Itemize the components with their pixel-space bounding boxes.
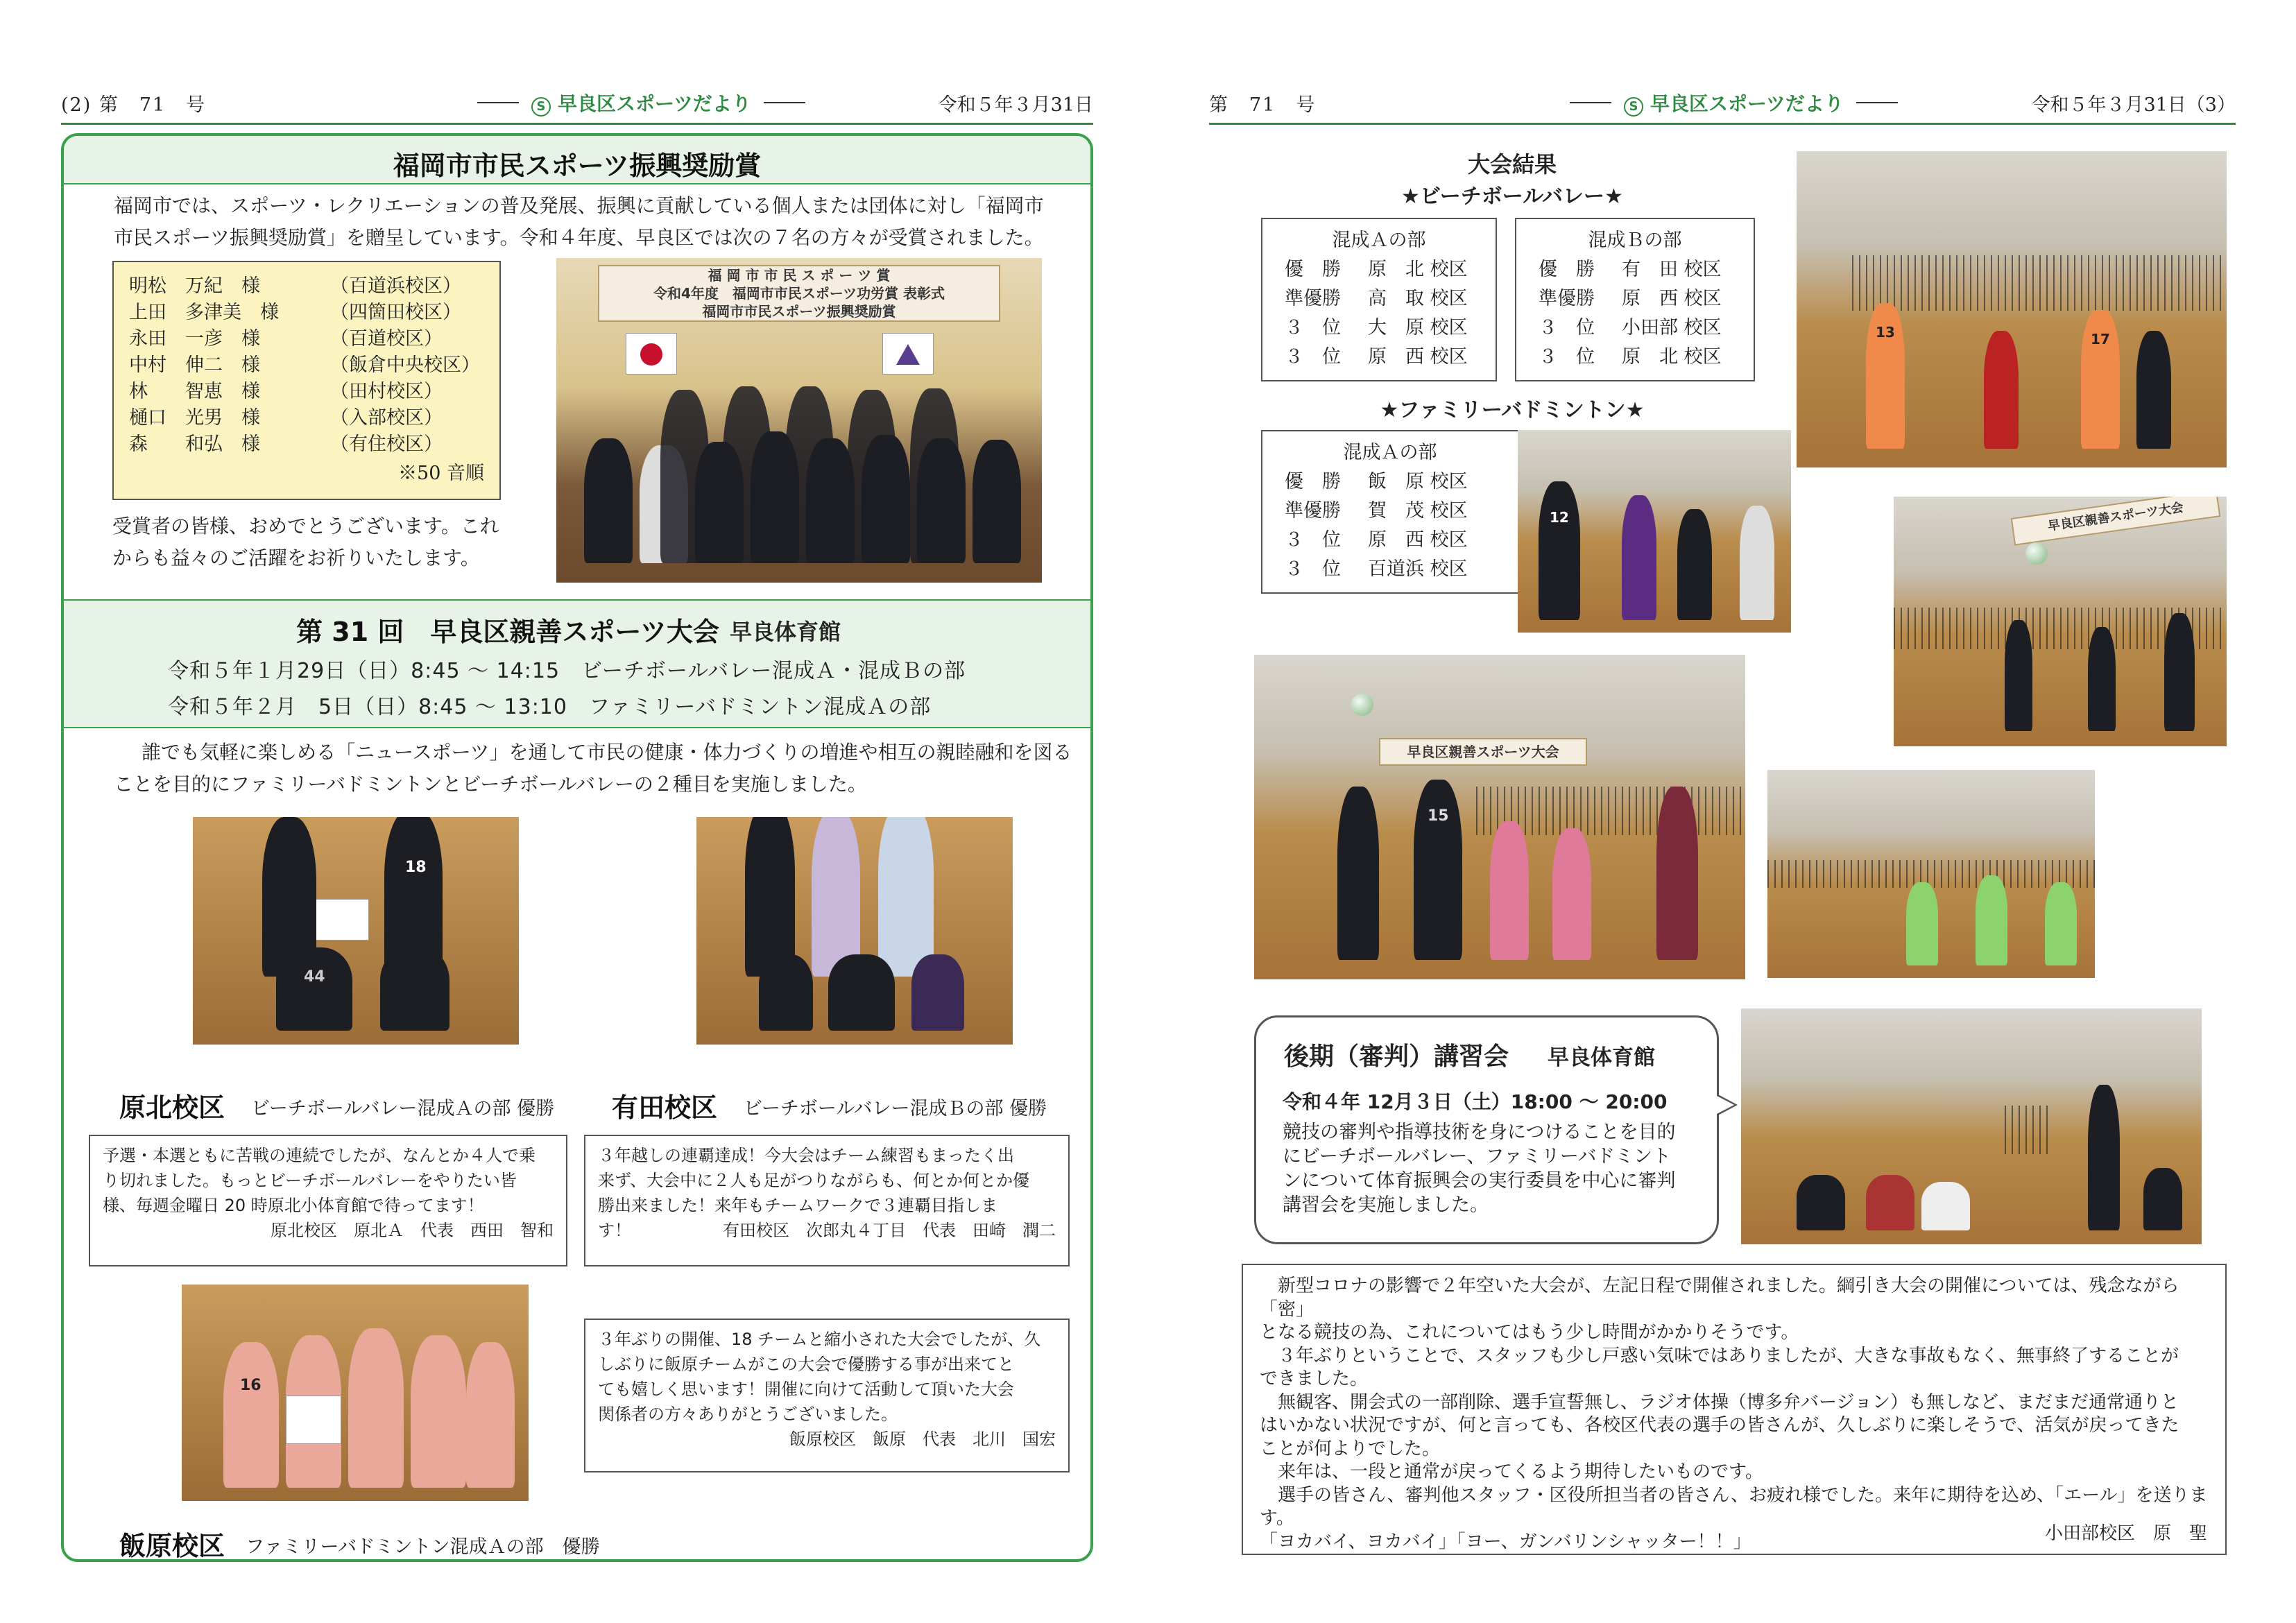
title-dash [477, 102, 519, 103]
person-figure [660, 390, 709, 563]
person-figure [759, 954, 813, 1031]
result-row: ３ 位 百道浜 校区 [1285, 558, 1468, 580]
player-figure: 15 [1414, 780, 1462, 960]
person-figure [848, 390, 896, 563]
beach-a-results [1261, 218, 1497, 381]
winners-list [112, 261, 501, 500]
result-row: 準優勝 高 取 校区 [1285, 288, 1468, 309]
award-title-band [64, 136, 1090, 184]
volleyball-net [1852, 255, 2227, 311]
person-figure [878, 817, 934, 977]
badminton-photo-1 [1518, 430, 1791, 633]
ball-icon [2025, 542, 2048, 565]
player-figure [1906, 882, 1938, 965]
award-ceremony-photo [556, 258, 1042, 583]
person-figure [1921, 1182, 1970, 1230]
person-figure [2088, 1085, 2120, 1230]
person-figure [1797, 1175, 1845, 1230]
school-name-arita: 有田校区 [612, 1092, 718, 1123]
player-figure [1984, 331, 2019, 449]
player-figure [1337, 787, 1379, 960]
person-figure [911, 954, 964, 1031]
volleyball-net [2005, 1106, 2053, 1154]
header-rule [61, 123, 1093, 125]
person-figure [584, 438, 633, 563]
person-figure: 44 [276, 947, 352, 1031]
lecture-title: 後期（審判）講習会 [1284, 1042, 1509, 1071]
title-dash [1570, 102, 1611, 103]
logo-icon: S [531, 97, 551, 117]
winner-row: 森 和弘 様 （有住校区） [129, 433, 443, 455]
badminton-net [1767, 860, 2095, 888]
result-row: ３ 位 原 西 校区 [1285, 529, 1468, 551]
award-title: 福岡市市民スポーツ振興奨励賞 [393, 151, 762, 181]
paper-title [1570, 89, 1898, 117]
japan-flag [626, 333, 677, 375]
person-figure [723, 386, 771, 563]
school-result: ビーチボールバレー混成Ｂの部 優勝 [744, 1098, 1047, 1119]
award-intro [114, 190, 1071, 254]
person-figure [2143, 1168, 2182, 1230]
player-figure [1622, 495, 1656, 620]
division-caption: 混成Ａの部 [1343, 442, 1437, 463]
issue-date: 令和５年３月31日（3） [2031, 94, 2236, 116]
bubble-tail [1717, 1096, 1734, 1114]
player-figure: 17 [2081, 310, 2120, 449]
lecture-venue: 早良体育館 [1548, 1045, 1655, 1070]
person-figure: 18 [384, 817, 443, 977]
player-figure [1677, 509, 1712, 620]
player-figure [2088, 627, 2116, 731]
beach-volley-photo-3 [1254, 655, 1745, 979]
result-row: 優 勝 有 田 校区 [1539, 259, 1722, 280]
tournament-date: 令和５年１月29日（日）8:45 ～ 14:15 ビーチボールバレー混成Ａ・混成Ｂの部 [168, 659, 966, 683]
comment-signature: 原北校区 原北Ａ 代表 西田 智和 [271, 1221, 554, 1240]
school-result: ファミリーバドミントン混成Ａの部 優勝 [246, 1536, 600, 1558]
lecture-body: 競技の審判や指導技術を身につけることを目的 にビーチボールバレー、ファミリーバドミント ンについて体育振興会の実行委員を中心に審判 講習会を実施しました。 [1283, 1122, 1676, 1216]
tournament-banner: 早良区親善スポーツ大会 [1379, 738, 1587, 766]
badminton-photo-2 [1767, 770, 2095, 978]
person-figure [348, 1328, 404, 1488]
winner-row: 林 智恵 様 （田村校区） [129, 380, 443, 402]
tournament-banner: 早良区親善スポーツ大会 [2011, 497, 2221, 546]
header-rule [1209, 123, 2236, 125]
comment-signature: 有田校区 次郎丸４丁目 代表 田崎 潤二 [723, 1221, 1056, 1240]
player-figure [2005, 620, 2032, 731]
beach-b-results [1515, 218, 1755, 381]
badminton-title: ★ファミリーバドミントン★ [1380, 398, 1645, 422]
arita-comment: ３年越しの連覇達成！今大会はチーム練習もまったく出 来ず、大会中に２人も足がつりながらも、何とか何とか優 勝出来ました！来年もチームワークで３連覇目指しま す！ 有田校区 次郎丸４丁目 代表 田崎 潤二 [584, 1135, 1070, 1266]
arita-team-photo [696, 817, 1013, 1045]
person-figure: 16 [223, 1342, 279, 1488]
winner-row: 樋口 光男 様 （入部校区） [129, 406, 443, 429]
tournament-date: 令和５年２月 5日（日）8:45 ～ 13:10 ファミリーバドミントン混成Ａの部 [168, 695, 932, 719]
winners-note: ※50 音順 [398, 463, 484, 484]
person-figure [466, 1342, 515, 1488]
player-figure [2164, 613, 2195, 731]
iihara-team-photo [182, 1285, 529, 1501]
ball-icon [1351, 694, 1373, 716]
referee-lecture [1254, 1015, 1719, 1244]
winner-row: 明松 万紀 様 （百道浜校区） [129, 275, 461, 297]
issue-number: 第 71 号 [1209, 94, 1317, 116]
player-figure [2045, 882, 2077, 965]
award-intro-line: 福岡市では、スポーツ・レクリエーションの普及発展、振興に貢献している個人または団体に対し「福岡市 [114, 194, 1044, 217]
person-figure [828, 954, 895, 1031]
result-row: 準優勝 原 西 校区 [1539, 288, 1722, 309]
player-figure: 13 [1866, 303, 1905, 449]
page-header [61, 83, 1093, 119]
title-dash [1856, 102, 1898, 103]
comment-signature: 飯原校区 飯原 代表 北川 国宏 [789, 1429, 1056, 1449]
tournament-band [64, 599, 1090, 728]
tournament-intro: 誰でも気軽に楽しめる「ニュースポーツ」を通して市民の健康・体力づくりの増進や相互の親睦融和を図る ことを目的にファミリーバドミントンとビーチボールバレーの２種目を実施しました。 [114, 741, 1072, 796]
issue-date: 令和５年３月31日 [938, 94, 1093, 116]
result-row: 準優勝 賀 茂 校区 [1285, 500, 1468, 522]
award-frame [61, 133, 1093, 1562]
congrats-text: 受賞者の皆様、おめでとうございます。これ からも益々のご活躍をお祈りいたします。 [112, 515, 499, 569]
result-row: 優 勝 原 北 校区 [1285, 259, 1468, 280]
result-row: ３ 位 原 西 校区 [1285, 346, 1468, 368]
award-intro-line: 市民スポーツ振興奨励賞」を贈呈しています。令和４年度、早良区では次の７名の方々が受賞されました。 [114, 226, 1044, 249]
page-header [1209, 83, 2236, 119]
lecture-photo [1741, 1008, 2202, 1244]
ceremony-banner: 福 岡 市 市 民 ス ポ ー ツ 賞 令和4年度 福岡市市民スポーツ功労賞 表彰式 福岡市市民スポーツ振興奨励賞 [598, 265, 1000, 322]
title-dash [764, 102, 805, 103]
beach-volley-photo-1 [1797, 151, 2227, 467]
player-figure [1976, 875, 2007, 965]
person-figure [785, 386, 834, 563]
person-figure [411, 1335, 466, 1488]
paper-name: 早良区スポーツだより [1650, 92, 1844, 115]
player-figure [1740, 506, 1774, 620]
issue-number: (2) 第 71 号 [61, 94, 207, 116]
winner-row: 永田 一彦 様 （百道校区） [129, 327, 443, 350]
result-row: 優 勝 飯 原 校区 [1285, 471, 1468, 492]
beach-volley-photo-2 [1894, 497, 2227, 746]
division-caption: 混成Ａの部 [1332, 230, 1426, 251]
essay-signature: 小田部校区 原 聖 [2044, 1522, 2207, 1544]
harakita-comment: 予選・本選ともに苦戦の連続でしたが、なんとか４人で乗 り切れました。もっとビーチボールバレーをやりたい皆 様、毎週金曜日 20 時原北小体育館で待ってます！ 原北校区 原北Ａ 代表 西田 智和 [89, 1135, 567, 1266]
player-figure [1656, 787, 1698, 960]
school-name-harakita: 原北校区 [119, 1092, 225, 1123]
person-figure [1866, 1175, 1914, 1230]
person-figure [812, 817, 860, 977]
person-figure [380, 947, 449, 1031]
division-caption: 混成Ｂの部 [1588, 230, 1682, 251]
player-figure: 12 [1539, 481, 1580, 620]
result-row: ３ 位 大 原 校区 [1285, 317, 1468, 338]
winner-row: 中村 伸二 様 （飯倉中央校区） [129, 354, 480, 376]
result-row: ３ 位 小田部 校区 [1539, 317, 1722, 338]
tournament-venue: 早良体育館 [730, 619, 841, 645]
certificate [308, 899, 369, 941]
beach-volley-title: ★ビーチボールバレー★ [1401, 184, 1623, 209]
closing-essay: 新型コロナの影響で２年空いた大会が、左記日程で開催されました。綱引き大会の開催については、残念ながら「密」 となる競技の為、これについてはもう少し時間がかかりそうです。 ３年ぶりということで、スタッフも少し戸惑い気味ではありましたが、大きな事故もなく、無事終了することが できました。 無観客、開会式の一部削除、選手宣誓無し、ラジオ体操（博多弁バージョン）も無しなど、まだまだ通常通りと はいかない状況ですが、何と言っても、各校区代表の選手の皆さんが、久しぶりに楽しそうで、活気が戻ってきた ことが何よりでした。 来年は、一段と通常が戻ってくるよう期待したいものです。 選手の皆さん、審判他スタッフ・区役所担当者の皆さん、お疲れ様でした。来年に期待を込め、「エール」を送ります。 「ヨカバイ、ヨカバイ」「ヨー、ガンバリンシャッター！！」 小田部校区 原 聖 [1242, 1264, 2227, 1555]
harakita-team-photo [193, 817, 519, 1045]
person-figure [910, 388, 959, 563]
player-figure [1490, 821, 1529, 960]
school-result: ビーチボールバレー混成Ａの部 優勝 [251, 1098, 555, 1119]
lecture-date: 令和４年 12月３日（土）18:00 ～ 20:00 [1283, 1090, 1668, 1113]
logo-icon: S [1624, 97, 1643, 117]
player-figure [2136, 331, 2171, 449]
tournament-title: 第 31 回 早良区親善スポーツ大会 [296, 617, 719, 647]
certificate [286, 1396, 341, 1444]
school-name-iihara: 飯原校区 [119, 1531, 225, 1561]
badminton-a-results [1261, 430, 1519, 594]
person-figure [745, 817, 795, 977]
person-figure [973, 440, 1021, 563]
result-row: ３ 位 原 北 校区 [1539, 346, 1722, 368]
player-figure [1552, 828, 1591, 960]
winner-row: 上田 多津美 様 （四箇田校区） [129, 301, 461, 323]
paper-name: 早良区スポーツだより [558, 92, 751, 115]
paper-title [477, 89, 805, 117]
iihara-comment: ３年ぶりの開催、18 チームと縮小された大会でしたが、久 しぶりに飯原チームがこの大会で優勝する事が出来てと ても嬉しく思います！開催に向けて活動して頂いた大会 関係者の方々ありがとうございました。 飯原校区 飯原 代表 北川 国宏 [584, 1319, 1070, 1472]
city-flag [882, 333, 934, 375]
results-title: 大会結果 [1467, 151, 1557, 178]
